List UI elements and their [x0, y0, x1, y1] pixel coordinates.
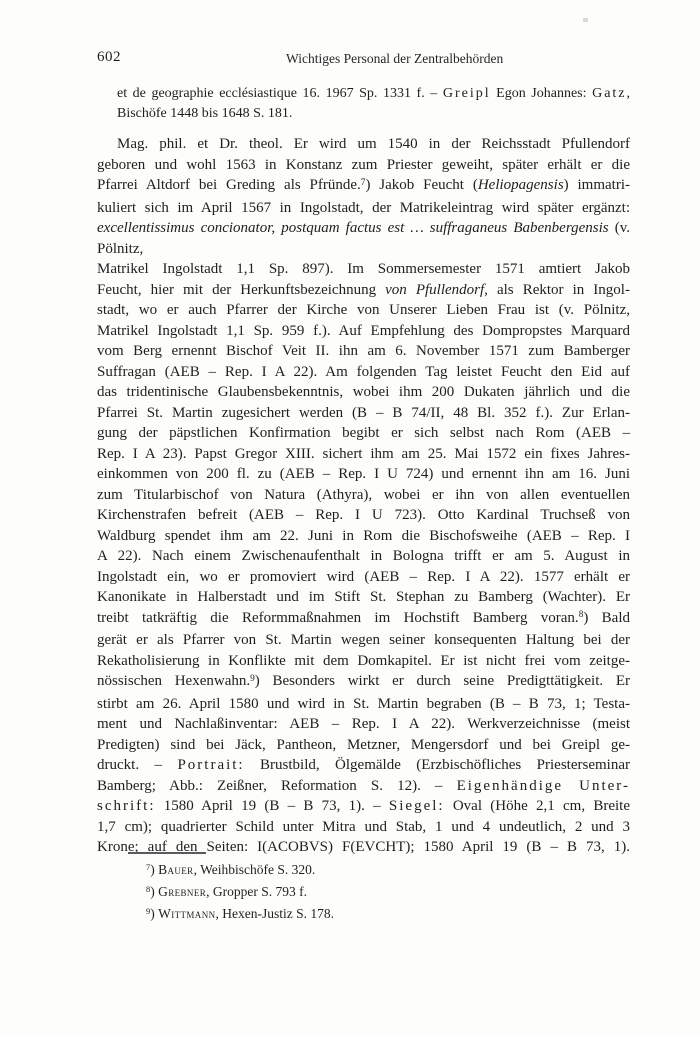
text-segment: 1580 April 19 (B – B 73, 1). – — [155, 798, 389, 814]
text-segment: kuliert sich im April 1567 in Ingolstadt, der Matrikeleintrag wird später ergänzt: — [97, 199, 630, 216]
text-segment: ) Besonders wirkt er durch seine Predigttätigkeit. Er — [254, 673, 630, 689]
text-segment: gerät er als Pfarrer von St. Martin wegen seiner konsequenten Haltung bei der — [97, 632, 630, 648]
footnotes-block — [146, 860, 626, 926]
text-line — [97, 362, 630, 383]
text-segment: 1,7 cm); quadrierter Schild unter Mitra und Stab, 1 und 4 undeutlich, 2 und 3 — [97, 818, 630, 835]
text-line — [97, 403, 630, 424]
text-segment: ) — [150, 884, 159, 899]
footnote-ref: 9 — [250, 673, 255, 684]
text-segment: nössischen Hexenwahn. — [97, 673, 251, 689]
text-line — [146, 882, 626, 904]
text-line — [97, 608, 630, 631]
text-line — [97, 755, 630, 776]
text-line — [97, 134, 630, 155]
scan-artifact-dot — [583, 18, 588, 22]
page-number: 602 — [97, 49, 121, 65]
text-line — [97, 714, 630, 735]
text-line — [97, 300, 630, 321]
text-line — [97, 485, 630, 506]
text-segment: Wittmann — [158, 906, 216, 921]
text-segment: Mag. phil. et Dr. theol. Er wird um 1540 in der Reichsstadt Pfullendorf — [117, 136, 630, 152]
footnote-ref: 7 — [360, 177, 366, 188]
text-segment: stirbt am 26. April 1580 und wird in St. Martin begraben (B – B 73, 1; Testa- — [97, 695, 630, 712]
text-segment: , als Rektor in Ingol- — [484, 281, 630, 298]
text-segment: Matrikel Ingolstadt 1,1 Sp. 959 f.). Auf Empfehlung des Dompropstes Marquard — [97, 322, 630, 339]
text-line — [97, 546, 630, 567]
text-line — [97, 526, 630, 547]
text-segment: Brustbild, Ölgemälde (Erzbischöfliches Priesterseminar — [244, 757, 630, 773]
text-segment: Bauer — [158, 862, 194, 877]
footnote-ref: 8 — [578, 610, 584, 621]
text-segment: Krone; auf den Seiten: I(ACOBVS) F(EVCHT); 1580 April 19 (B – B 73, 1). — [97, 839, 630, 855]
text-line — [97, 423, 630, 444]
text-segment: Waldburg spendet ihm am 22. Juni in Rom die Bischofsweihe (AEB – Rep. I — [97, 527, 630, 544]
text-segment: Matrikel Ingolstadt 1,1 Sp. 897). Im Sommersemester 1571 amtiert Jakob — [97, 261, 630, 277]
text-line — [97, 382, 630, 403]
text-segment: Egon Johannes: — [490, 86, 593, 101]
text-segment: druckt. – — [97, 757, 178, 773]
text-segment: Feucht, hier mit der Herkunftsbezeichnung — [97, 281, 386, 298]
text-segment: vom Berg ernennt Bischof Veit II. ihn am 6. November 1571 zum Bamberger — [97, 343, 630, 359]
text-segment: Kirchenstrafen befreit (AEB – Rep. I U 723). Otto Kardinal Truchseß von — [97, 507, 630, 523]
text-segment: (v. Pölnitz, — [97, 220, 630, 257]
text-line — [97, 735, 630, 756]
text-segment: Bischöfe 1448 bis 1648 S. 181. — [117, 105, 293, 121]
text-segment: , Gropper S. 793 f. — [206, 884, 307, 899]
text-line — [97, 671, 630, 694]
footnote-ref: 9 — [146, 907, 151, 917]
text-line — [97, 817, 630, 838]
text-line — [97, 651, 630, 672]
text-segment: ) Jakob Feucht ( — [365, 177, 478, 193]
text-segment: Kanonikate in Halberstadt und im Stift St. Stephan zu Bamberg (Wachter). Er — [97, 589, 630, 605]
intro-paragraph — [117, 84, 630, 123]
text-segment: Rekatholisierung in Konflikte mit dem Domkapitel. Er ist nicht frei vom zeitge- — [97, 652, 630, 669]
text-segment: gung der päpstlichen Konfirmation begibt er sich selbst nach Rom (AEB – — [97, 425, 630, 441]
text-segment: Eigenhändige Unter- — [456, 777, 630, 794]
text-segment: stadt, wo er auch Pfarrer der Kirche von Unserer Lieben Frau ist (v. Pölnitz, — [97, 302, 630, 318]
text-line — [97, 155, 630, 176]
text-segment: von Pfullendorf — [385, 281, 485, 298]
text-line — [97, 505, 630, 526]
text-line — [97, 175, 630, 198]
text-segment: ) Bald — [583, 609, 631, 626]
text-line — [97, 280, 630, 301]
text-segment: ) — [150, 862, 159, 877]
body-paragraph — [97, 134, 630, 858]
text-segment: zum Titularbischof von Natura (Athyra), wobei er ihn von allen eventuellen — [97, 486, 630, 503]
text-line — [97, 218, 630, 259]
text-segment: Siegel: — [388, 798, 445, 814]
text-line — [97, 776, 630, 797]
text-line — [146, 860, 626, 882]
text-segment: excellentissimus concionator, postquam factus est … suffraganeus Babenbergensis — [97, 220, 609, 236]
text-line — [97, 796, 630, 817]
text-line — [97, 630, 630, 651]
text-line — [97, 341, 630, 362]
text-segment: Predigten) sind bei Jäck, Pantheon, Metzner, Mengersdorf und bei Greipl ge- — [97, 736, 630, 753]
text-segment: schrift: — [97, 798, 156, 814]
text-line — [97, 837, 630, 858]
text-segment: einkommen von 200 fl. zu (AEB – Rep. I U 724) und ernennt ihn am 16. Juni — [97, 466, 630, 482]
text-line — [97, 567, 630, 588]
text-segment: et de geographie ecclésiastique 16. 1967 Sp. 1331 f. – — [117, 86, 443, 101]
text-segment: treibt tatkräftig die Reformmaßnahmen im Hochstift Bamberg voran. — [97, 609, 579, 626]
text-line — [97, 259, 630, 280]
text-segment: Bamberg; Abb.: Zeißner, Reformation S. 12). – — [97, 777, 457, 794]
text-segment: ment und Nachlaßinventar: AEB – Rep. I A 22). Werkverzeichnisse (meist — [97, 716, 630, 732]
text-segment: Grebner — [158, 884, 207, 899]
footnote-ref: 7 — [146, 863, 151, 873]
text-segment: Oval (Höhe 2,1 cm, Breite — [444, 798, 630, 814]
text-segment: Greipl — [442, 86, 491, 101]
text-line — [97, 321, 630, 342]
text-segment: , Weihbischöfe S. 320. — [193, 862, 316, 877]
text-segment: Pfarrei Altdorf bei Greding als Pfründe. — [97, 177, 361, 193]
text-segment: ) — [150, 906, 159, 921]
footnote-separator-rule — [128, 852, 206, 854]
text-line — [97, 587, 630, 608]
text-segment: Suffragan (AEB – Rep. I A 22). Am folgenden Tag leistet Feucht den Eid auf — [97, 363, 630, 380]
text-segment: Rep. I A 23). Papst Gregor XIII. sichert ihm am 25. Mai 1572 ein fixes Jahres- — [97, 445, 630, 462]
running-title: Wichtiges Personal der Zentralbehörden — [286, 51, 504, 66]
text-line — [117, 84, 630, 104]
text-segment: , Hexen-Justiz S. 178. — [215, 906, 334, 921]
text-segment: , — [626, 86, 631, 101]
text-segment: ) immatri- — [563, 177, 630, 193]
text-segment: geboren und wohl 1563 in Konstanz zum Priester geweiht, später erhält er die — [97, 156, 630, 173]
text-line — [97, 198, 630, 219]
text-segment: Gatz — [592, 86, 627, 101]
footnote-ref: 8 — [146, 885, 151, 895]
text-line — [97, 444, 630, 465]
text-segment: Heliopagensis — [477, 177, 564, 193]
text-segment: A 22). Nach einem Zwischenaufenthalt in Bologna trifft er am 5. August in — [97, 548, 630, 564]
text-segment: Ingolstadt ein, wo er promoviert wird (AEB – Rep. I A 22). 1577 erhält er — [97, 568, 630, 585]
text-line — [146, 904, 626, 926]
text-line — [97, 694, 630, 715]
text-line — [117, 104, 630, 124]
text-segment: das tridentinische Glaubensbekenntnis, wobei ihm 200 Dukaten jährlich und die — [97, 384, 630, 400]
text-segment: Pfarrei St. Martin zugesichert werden (B – B 74/II, 48 Bl. 352 f.). Zur Erlan- — [97, 404, 630, 421]
text-segment: Portrait: — [177, 757, 245, 773]
text-line — [97, 464, 630, 485]
